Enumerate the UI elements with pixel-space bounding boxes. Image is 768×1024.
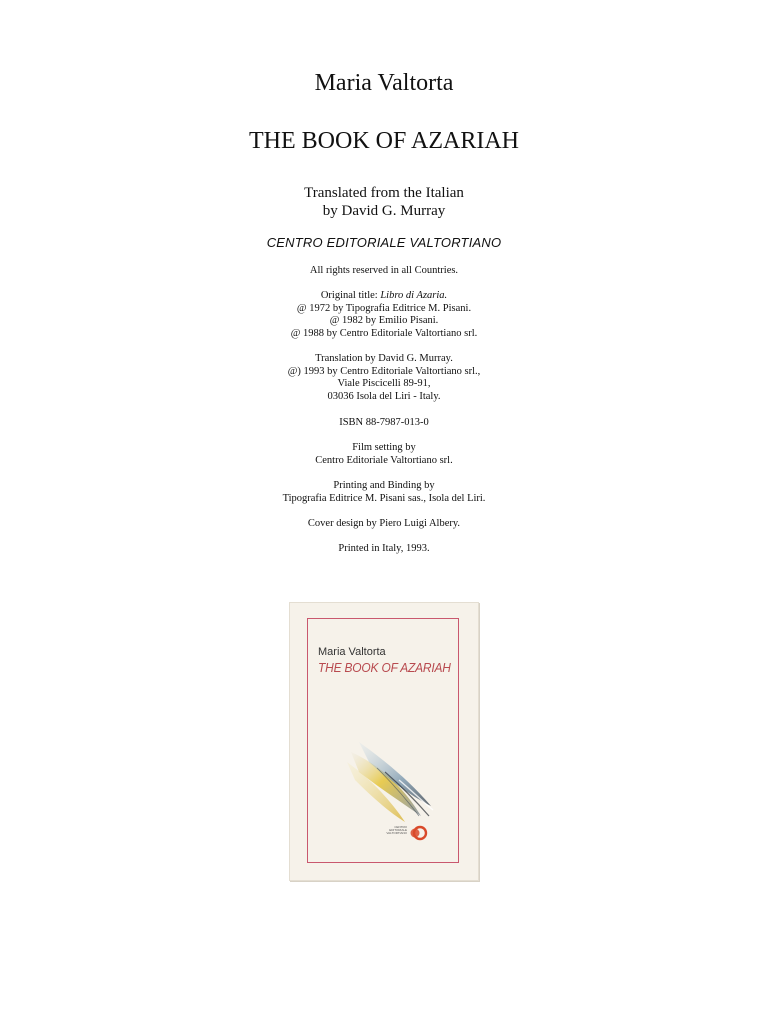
original-title-line xyxy=(0,290,768,303)
printing-by: Tipografia Editrice M. Pisani sas., Isola del Liri. xyxy=(282,492,486,504)
rights-notice xyxy=(0,265,768,278)
isbn-block xyxy=(0,417,768,430)
address-city: 03036 Isola del Liri - Italy. xyxy=(327,390,441,402)
book-cover-image xyxy=(289,602,479,881)
film-setting-block xyxy=(0,442,768,467)
film-setting-label: Film setting by xyxy=(352,442,416,453)
publisher-name: CENTRO EDITORIALE VALTORTIANO xyxy=(266,235,502,250)
translation-block xyxy=(0,353,768,403)
author-name: Maria Valtorta xyxy=(314,70,454,96)
translated-line-2: by David G. Murray xyxy=(322,203,446,219)
translated-line-1: Translated from the Italian xyxy=(304,185,464,201)
isbn: ISBN 88-7987-013-0 xyxy=(339,417,429,428)
printed-block xyxy=(0,543,768,556)
book-title: THE BOOK OF AZARIAH xyxy=(249,128,519,154)
rights-text: All rights reserved in all Countries. xyxy=(309,265,459,276)
printing-block xyxy=(0,480,768,505)
film-setting-by: Centro Editoriale Valtortiano srl. xyxy=(315,454,453,466)
printed-in: Printed in Italy, 1993. xyxy=(338,543,430,554)
copyright-1988: @ 1988 by Centro Editoriale Valtortiano srl. xyxy=(290,327,478,339)
cover-design-block xyxy=(0,518,768,531)
publisher-logo-icon xyxy=(289,602,479,881)
original-title-label: Original title: xyxy=(320,290,381,301)
copyright-1972: @ 1972 by Tipografia Editrice M. Pisani. xyxy=(296,302,472,314)
translation-credit xyxy=(0,184,768,220)
original-title: Libro di Azaria. xyxy=(380,290,448,301)
copyright-1982: @ 1982 by Emilio Pisani. xyxy=(329,315,439,327)
cover-design-credit: Cover design by Piero Luigi Albery. xyxy=(307,518,461,529)
copyright-1993: @) 1993 by Centro Editoriale Valtortiano srl., xyxy=(287,365,481,377)
printing-label: Printing and Binding by xyxy=(333,480,435,491)
translation-by: Translation by David G. Murray. xyxy=(315,353,453,364)
cover-title: THE BOOK OF AZARIAH xyxy=(318,660,451,675)
cover-logo-text: CENTRO EDITORIALE VALTORTIANO xyxy=(386,825,407,836)
cover-author: Maria Valtorta xyxy=(318,646,386,658)
address-street: Viale Piscicelli 89-91, xyxy=(337,378,431,390)
original-title-block xyxy=(0,290,768,340)
